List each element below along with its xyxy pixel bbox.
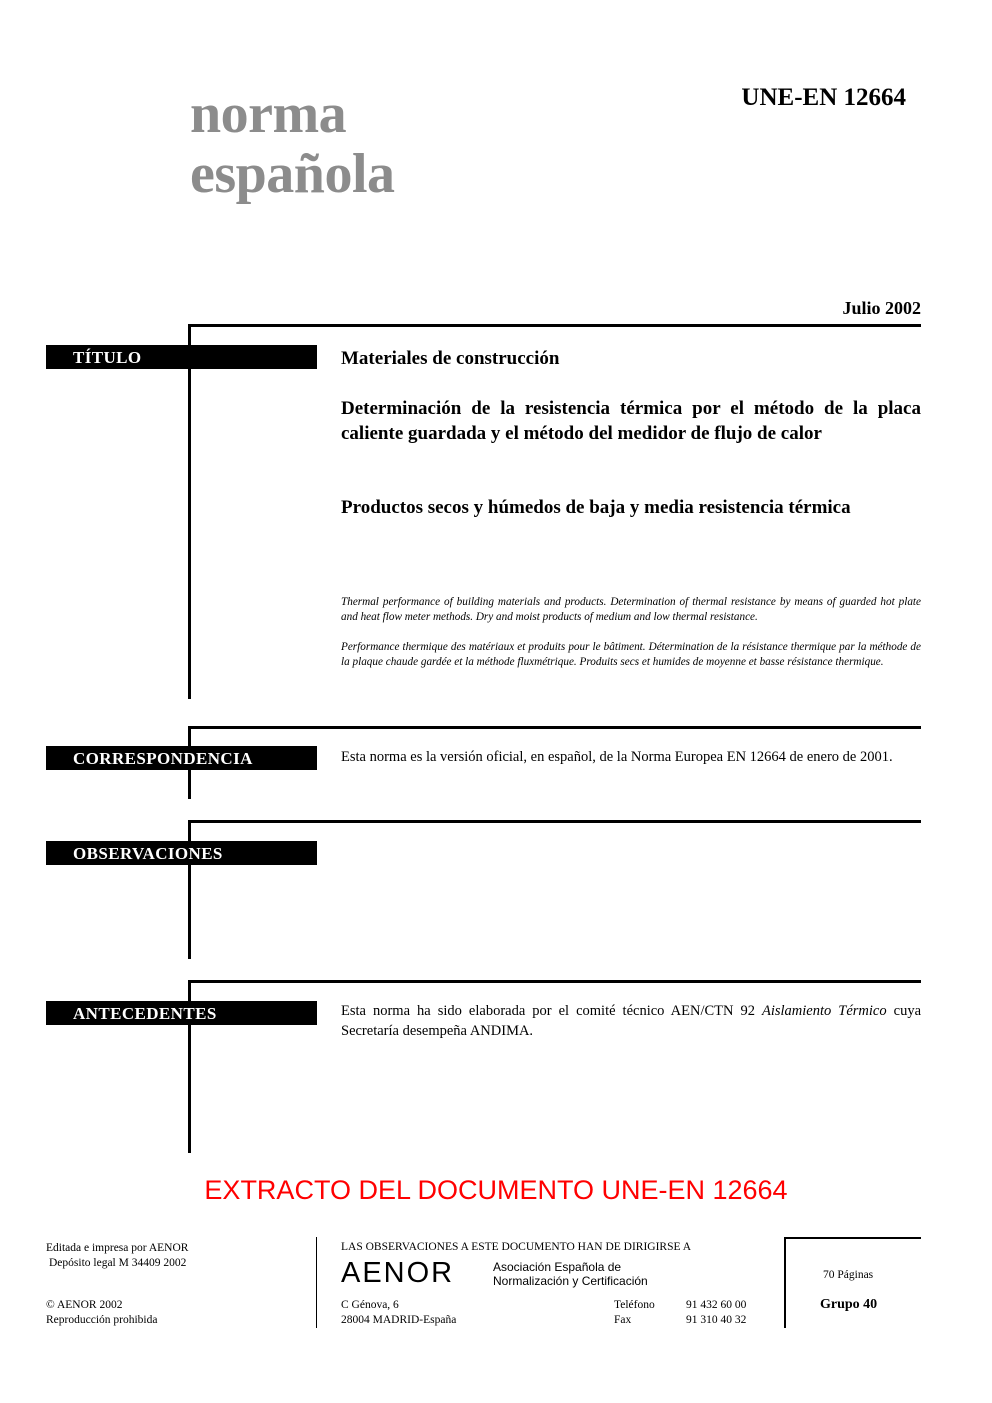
footer-address-2: 28004 MADRID-España: [341, 1314, 457, 1326]
footer-reproduccion: Reproducción prohibida: [46, 1314, 158, 1326]
section-divider-observaciones: [188, 820, 921, 823]
english-title: Thermal performance of building materials and products. Determination of thermal resistance by means of guarded hot plate and heat flow meter methods. Dry and moist products of medium and low thermal resistance.: [341, 596, 921, 623]
standard-code: UNE-EN 12664: [741, 84, 906, 111]
footer-separator-left: [316, 1237, 317, 1328]
section-divider-titulo: [188, 324, 921, 327]
footer-edited: Editada e impresa por AENOR: [46, 1242, 189, 1254]
grupo: Grupo 40: [820, 1297, 878, 1312]
footer-box-left: [784, 1237, 786, 1328]
publication-date: Julio 2002: [842, 298, 921, 318]
label-observaciones: OBSERVACIONES: [46, 841, 317, 865]
correspondencia-text: Esta norma es la versión oficial, en español, de la Norma Europea EN 12664 de enero de 2001.: [341, 749, 893, 765]
footer-deposito: Depósito legal M 34409 2002: [49, 1257, 187, 1269]
footer-telefono-label: Teléfono: [614, 1299, 655, 1311]
footer-fax-value: 91 310 40 32: [686, 1314, 747, 1326]
aenor-logo: AENOR: [341, 1257, 455, 1289]
aenor-full-name: Asociación Española de Normalización y Certificación: [493, 1260, 648, 1288]
footer-address-1: C Génova, 6: [341, 1299, 399, 1311]
footer-copyright: © AENOR 2002: [46, 1299, 123, 1311]
antecedentes-text: Esta norma ha sido elaborada por el comité técnico AEN/CTN 92 Aislamiento Térmico cuya Secretaría desempeña ANDIMA.: [341, 1003, 922, 1039]
title-line-3: Productos secos y húmedos de baja y media resistencia térmica: [341, 497, 851, 518]
brand-norma: norma: [190, 83, 347, 145]
title-line-1: Materiales de construcción: [341, 348, 560, 369]
footer-box-top: [784, 1237, 921, 1239]
footer-fax-label: Fax: [614, 1314, 632, 1326]
brand-espanola: española: [190, 143, 395, 205]
page-count: 70 Páginas: [823, 1269, 874, 1281]
label-antecedentes: ANTECEDENTES: [46, 1001, 317, 1025]
label-correspondencia: CORRESPONDENCIA: [46, 746, 317, 770]
footer-telefono-value: 91 432 60 00: [686, 1299, 747, 1311]
french-title: Performance thermique des matériaux et produits pour le bâtiment. Détermination de la résistance thermique par la méthode de la plaque chaude gardée et la méthode fluxmétrique. Produits secs et humides de moyenne et basse résistance thermique.: [341, 641, 921, 668]
section-divider-antecedentes: [188, 980, 921, 983]
section-rule-titulo: [188, 324, 191, 699]
title-line-2: Determinación de la resistencia térmica por el método de la placa caliente guardada y el método del medidor de flujo de calor: [341, 398, 921, 444]
extract-watermark: EXTRACTO DEL DOCUMENTO UNE-EN 12664: [204, 1175, 788, 1205]
section-divider-correspondencia: [188, 726, 921, 729]
footer-observaciones-note: LAS OBSERVACIONES A ESTE DOCUMENTO HAN DE DIRIGIRSE A: [341, 1241, 692, 1253]
label-titulo: TÍTULO: [46, 345, 317, 369]
